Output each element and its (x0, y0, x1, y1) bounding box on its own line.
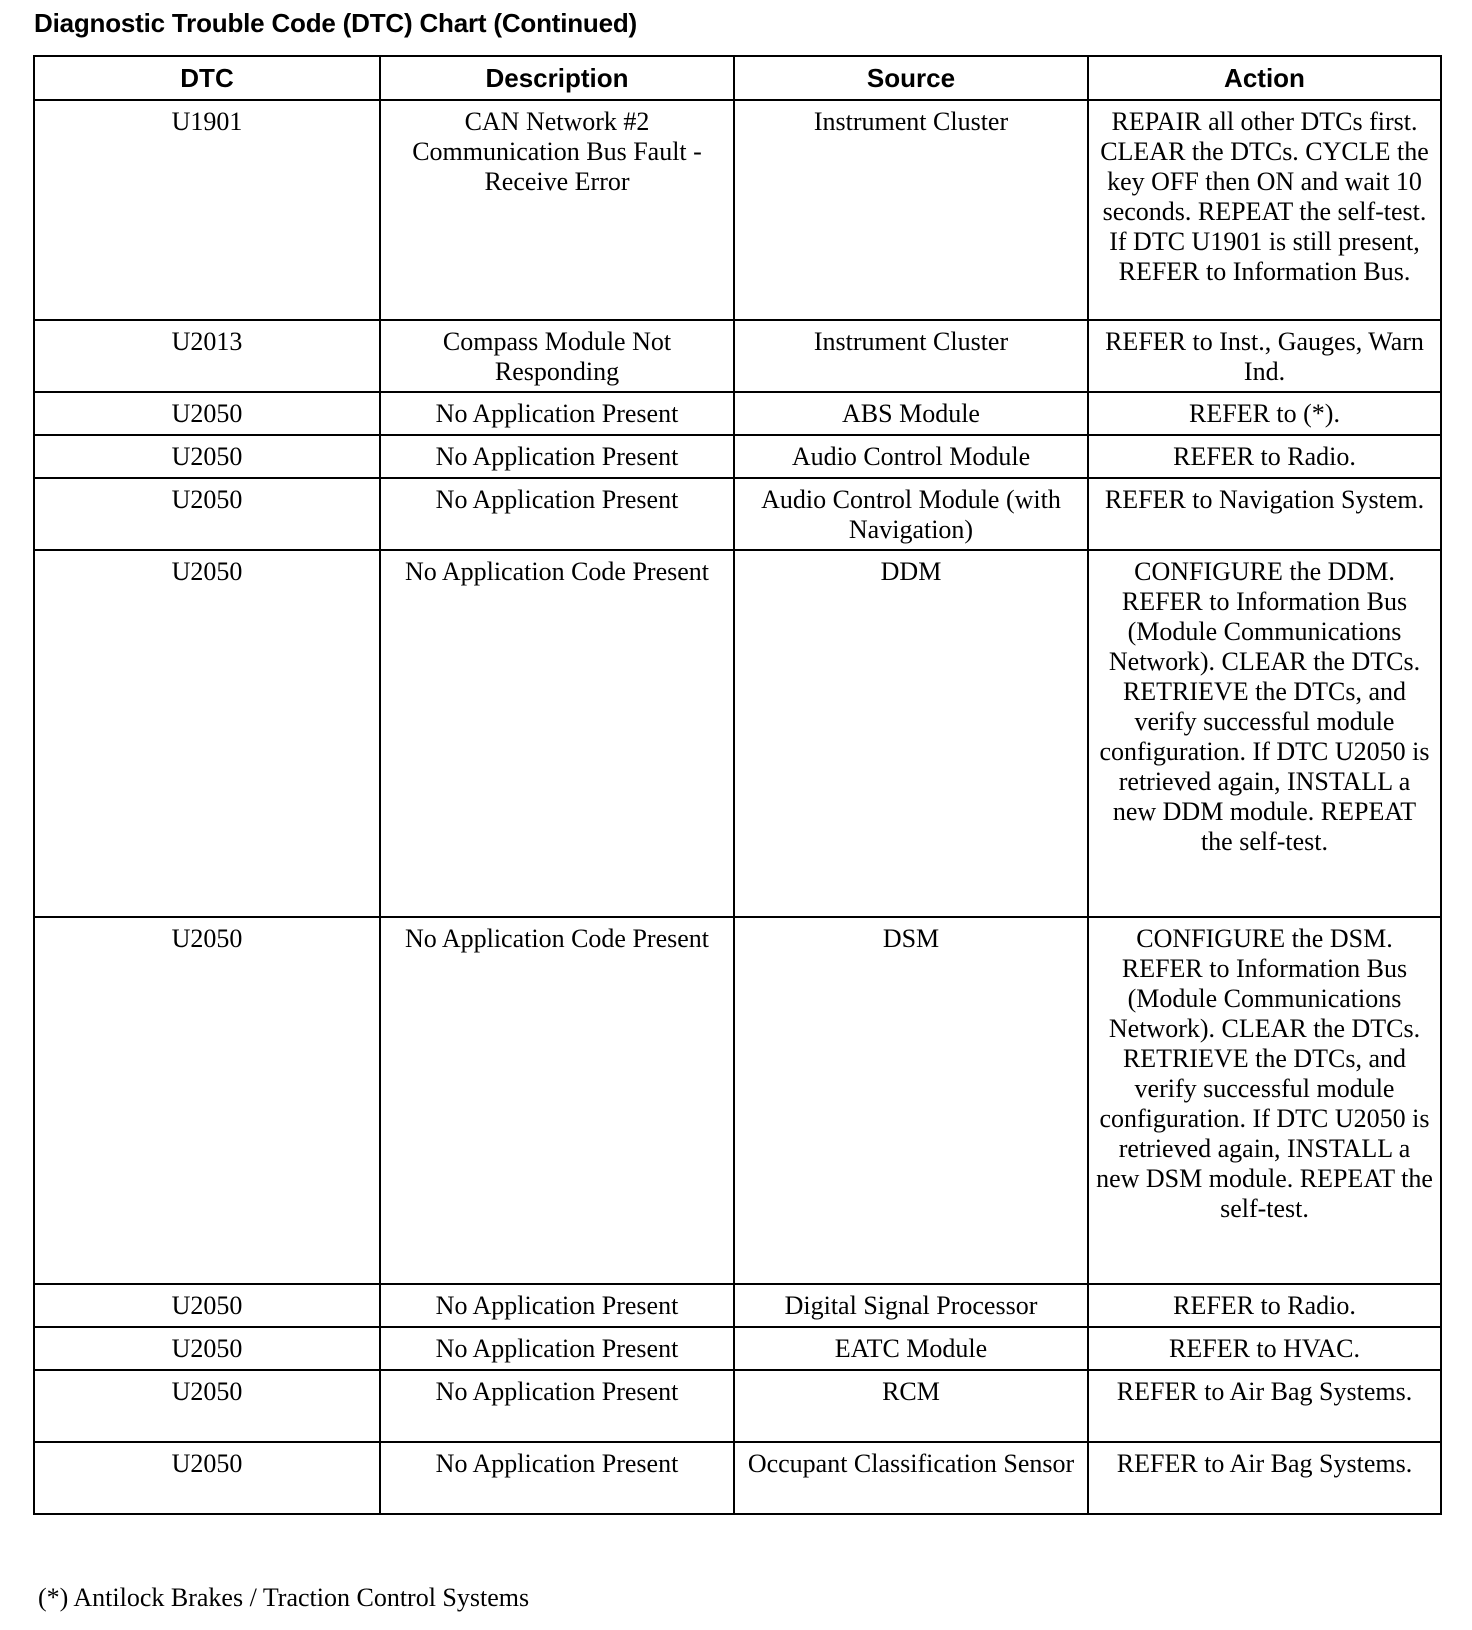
dtc-chart-table (33, 55, 1442, 1515)
table-row (34, 100, 1441, 320)
table-row (34, 917, 1441, 1284)
dtc-action: CONFIGURE the DDM. REFER to Information Bus (Module Communications Network). CLEAR the DTCs. RETRIEVE the DTCs, and verify successful module configuration. If DTC U2050 is retrieved again, INSTALL a new DDM module. REPEAT the self-test. (1088, 550, 1441, 917)
dtc-source: DSM (734, 917, 1088, 1284)
dtc-code: U2050 (34, 917, 380, 1284)
page-title: Diagnostic Trouble Code (DTC) Chart (Continued) (34, 8, 638, 38)
dtc-action: REFER to Radio. (1088, 435, 1441, 478)
dtc-description: No Application Code Present (380, 917, 734, 1284)
dtc-action: REFER to Air Bag Systems. (1088, 1370, 1441, 1442)
dtc-description: No Application Present (380, 1370, 734, 1442)
table-row (34, 478, 1441, 550)
dtc-source: Digital Signal Processor (734, 1284, 1088, 1327)
dtc-source: Instrument Cluster (734, 100, 1088, 320)
dtc-description: No Application Present (380, 478, 734, 550)
dtc-description: No Application Present (380, 1327, 734, 1370)
dtc-action: REFER to Inst., Gauges, Warn Ind. (1088, 320, 1441, 392)
dtc-action: REFER to (*). (1088, 392, 1441, 435)
dtc-action: REFER to HVAC. (1088, 1327, 1441, 1370)
table-row (34, 1327, 1441, 1370)
dtc-code: U1901 (34, 100, 380, 320)
dtc-source: Instrument Cluster (734, 320, 1088, 392)
dtc-code: U2050 (34, 1327, 380, 1370)
header-dtc: DTC (34, 56, 380, 100)
dtc-action: REFER to Air Bag Systems. (1088, 1442, 1441, 1514)
table-row (34, 1370, 1441, 1442)
dtc-code: U2050 (34, 435, 380, 478)
dtc-source: ABS Module (734, 392, 1088, 435)
dtc-action: REFER to Radio. (1088, 1284, 1441, 1327)
dtc-source: RCM (734, 1370, 1088, 1442)
dtc-code: U2050 (34, 392, 380, 435)
table-row (34, 1442, 1441, 1514)
dtc-description: Compass Module Not Responding (380, 320, 734, 392)
dtc-source: EATC Module (734, 1327, 1088, 1370)
dtc-action: CONFIGURE the DSM. REFER to Information Bus (Module Communications Network). CLEAR the DTCs. RETRIEVE the DTCs, and verify successful module configuration. If DTC U2050 is retrieved again, INSTALL a new DSM module. REPEAT the self-test. (1088, 917, 1441, 1284)
dtc-code: U2050 (34, 1442, 380, 1514)
dtc-source: Audio Control Module (with Navigation) (734, 478, 1088, 550)
header-description: Description (380, 56, 734, 100)
dtc-code: U2050 (34, 1370, 380, 1442)
table-row (34, 550, 1441, 917)
dtc-description: No Application Code Present (380, 550, 734, 917)
dtc-description: No Application Present (380, 1284, 734, 1327)
dtc-code: U2050 (34, 478, 380, 550)
footnote: (*) Antilock Brakes / Traction Control Systems (38, 1583, 530, 1612)
table-row (34, 392, 1441, 435)
dtc-source: Occupant Classification Sensor (734, 1442, 1088, 1514)
dtc-description: CAN Network #2 Communication Bus Fault - Receive Error (380, 100, 734, 320)
dtc-action: REPAIR all other DTCs first. CLEAR the DTCs. CYCLE the key OFF then ON and wait 10 seconds. REPEAT the self-test. If DTC U1901 is still present, REFER to Information Bus. (1088, 100, 1441, 320)
table-header-row (34, 56, 1441, 100)
header-action: Action (1088, 56, 1441, 100)
dtc-action: REFER to Navigation System. (1088, 478, 1441, 550)
dtc-source: DDM (734, 550, 1088, 917)
dtc-code: U2013 (34, 320, 380, 392)
dtc-description: No Application Present (380, 392, 734, 435)
dtc-code: U2050 (34, 550, 380, 917)
dtc-source: Audio Control Module (734, 435, 1088, 478)
table-row (34, 435, 1441, 478)
dtc-description: No Application Present (380, 435, 734, 478)
table-row (34, 1284, 1441, 1327)
table-row (34, 320, 1441, 392)
dtc-code: U2050 (34, 1284, 380, 1327)
dtc-description: No Application Present (380, 1442, 734, 1514)
header-source: Source (734, 56, 1088, 100)
